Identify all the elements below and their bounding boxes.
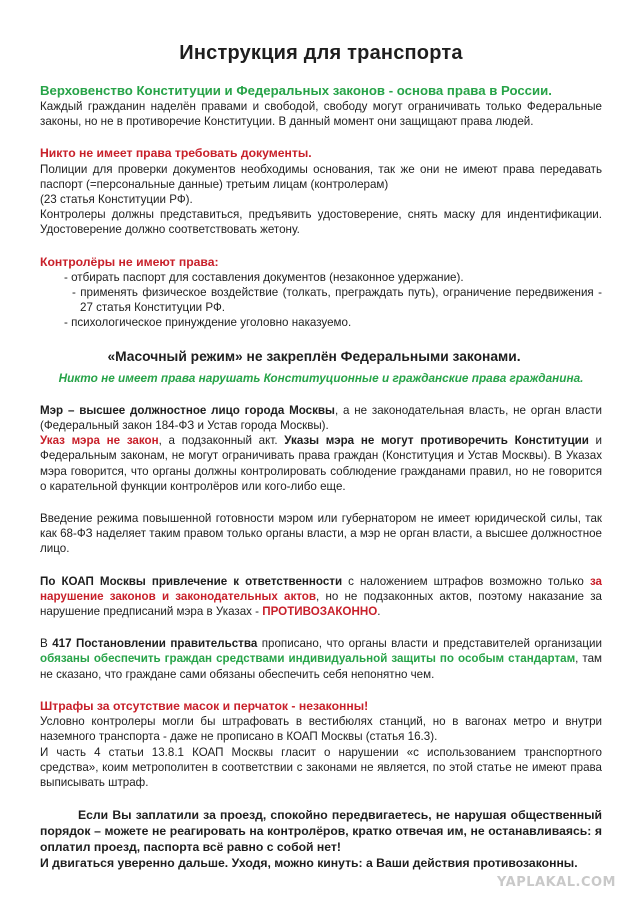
paragraph-fines-vestibules: Условно контролеры могли бы штрафовать в вестибюлях станций, но в вагонах метро и внутри наземного транспорта - даже не прописано в КОАП Москвы (статья 16.3). <box>40 715 602 744</box>
watermark-logo: YAPLAKAL.COM <box>497 875 616 890</box>
paragraph-article-23: (23 статья Конституции РФ). <box>40 193 193 207</box>
conclusion-block <box>40 807 602 871</box>
paragraph-rights: Каждый гражданин наделён правами и свободой, свободу могут ограничивать только Федеральные законы, но не в противоречие Конституции. В данный момент они защищают права людей. <box>40 100 602 129</box>
paragraph-high-alert: Введение режима повышенной готовности мэром или губернатором не имеет юридической силы, так как 68-ФЗ наделяет таким правом только органы власти, а мэр не орган власти, а высшее должностное лицо. <box>40 512 602 556</box>
controllers-restrictions-list <box>40 270 602 331</box>
list-item: - психологическое принуждение уголовно наказуемо. <box>64 316 352 330</box>
paragraph-controllers-identify: Контролеры должны представиться, предъявить удостоверение, снять маску для индентификации. Удостоверение должно соответствовать жетону. <box>40 208 602 237</box>
section-heading-fines: Штрафы за отсутствие масок и перчаток - незаконны! <box>40 698 369 713</box>
paragraph-paid-fare: Если Вы заплатили за проезд, спокойно передвигаетесь, не нарушая общественный порядок – можете не реагировать на контролёров, кратко отвечая им, не останавливаясь: я оплатил проезд, паспорта всё равно с собой нет! <box>40 808 602 855</box>
paragraph-police-grounds: Полиции для проверки документов необходимы основания, так же они не имеют права передавать паспорт (=персональные данные) третьим лицам (контролерам) <box>40 162 602 191</box>
section-heading-controllers: Контролёры не имеют права: <box>40 254 219 269</box>
paragraph-resolution-417: В 417 Постановлении правительства прописано, что органы власти и представителей организации обязаны обеспечить граждан средствами индивидуальной защиты по особым стандартам, там не сказано, что граждане сами обязаны обеспечить себя непонятно чем. <box>40 637 602 681</box>
mayor-bold-text: Мэр – высшее должностное лицо города Москвы <box>40 403 335 417</box>
subheading-rights: Никто не имеет права нарушать Конституционные и гражданские права гражданина. <box>58 370 584 385</box>
paragraph-move-on: И двигаться уверенно дальше. Уходя, можно кинуть: а Ваши действия противозаконны. <box>40 856 578 871</box>
section-heading-mask-regime: «Масочный режим» не закреплён Федеральными законами. <box>107 348 521 364</box>
decree-bold-text: Указы мэра не могут противоречить Конституции <box>284 434 589 448</box>
paragraph-mayor: Мэр – высшее должностное лицо города Москвы, а не законодательная власть, не орган власти (Федеральный закон 184-ФЗ и Устав города Москвы). Указ мэра не закон, а подзаконный акт. Указы мэра не могут противоречить Конституции и Федеральным законам, не могут ограничивать права граждан (Конституция и Устав Москвы). В Указах мэра говорится, что органы должны контролировать соблюдение гражданами правил, но не говорится о карательной функции контролёров или кого-либо еще. <box>40 403 603 493</box>
paragraph-fines-article: И часть 4 статьи 13.8.1 КОАП Москвы гласит о нарушении «с использованием транспортного средства», коим метрополитен в соответствии с законами не является, по этой статье не имеют права выписывать штраф. <box>40 745 602 789</box>
section-heading-documents: Никто не имеет права требовать документы. <box>40 146 312 161</box>
page-title: Инструкция для транспорта <box>179 42 463 64</box>
list-item: - отбирать паспорт для составления документов (незаконное удержание). <box>64 270 464 284</box>
illegal-red-text: ПРОТИВОЗАКОННО <box>262 605 378 619</box>
section-heading-constitution: Верховенство Конституции и Федеральных законов - основа права в России. <box>40 83 552 98</box>
decree-red-text: Указ мэра не закон <box>40 434 159 448</box>
paragraph-koap: По КОАП Москвы привлечение к ответственности с наложением штрафов возможно только за нарушение законов и законодательных актов, но не подзаконных актов, поэтому наказание за нарушение предписаний мэра в Указах - ПРОТИВОЗАКОННО. <box>40 574 602 619</box>
list-item: - применять физическое воздействие (толкать, преграждать путь), ограничение передвижения - 27 статья Конституции РФ. <box>72 286 602 315</box>
